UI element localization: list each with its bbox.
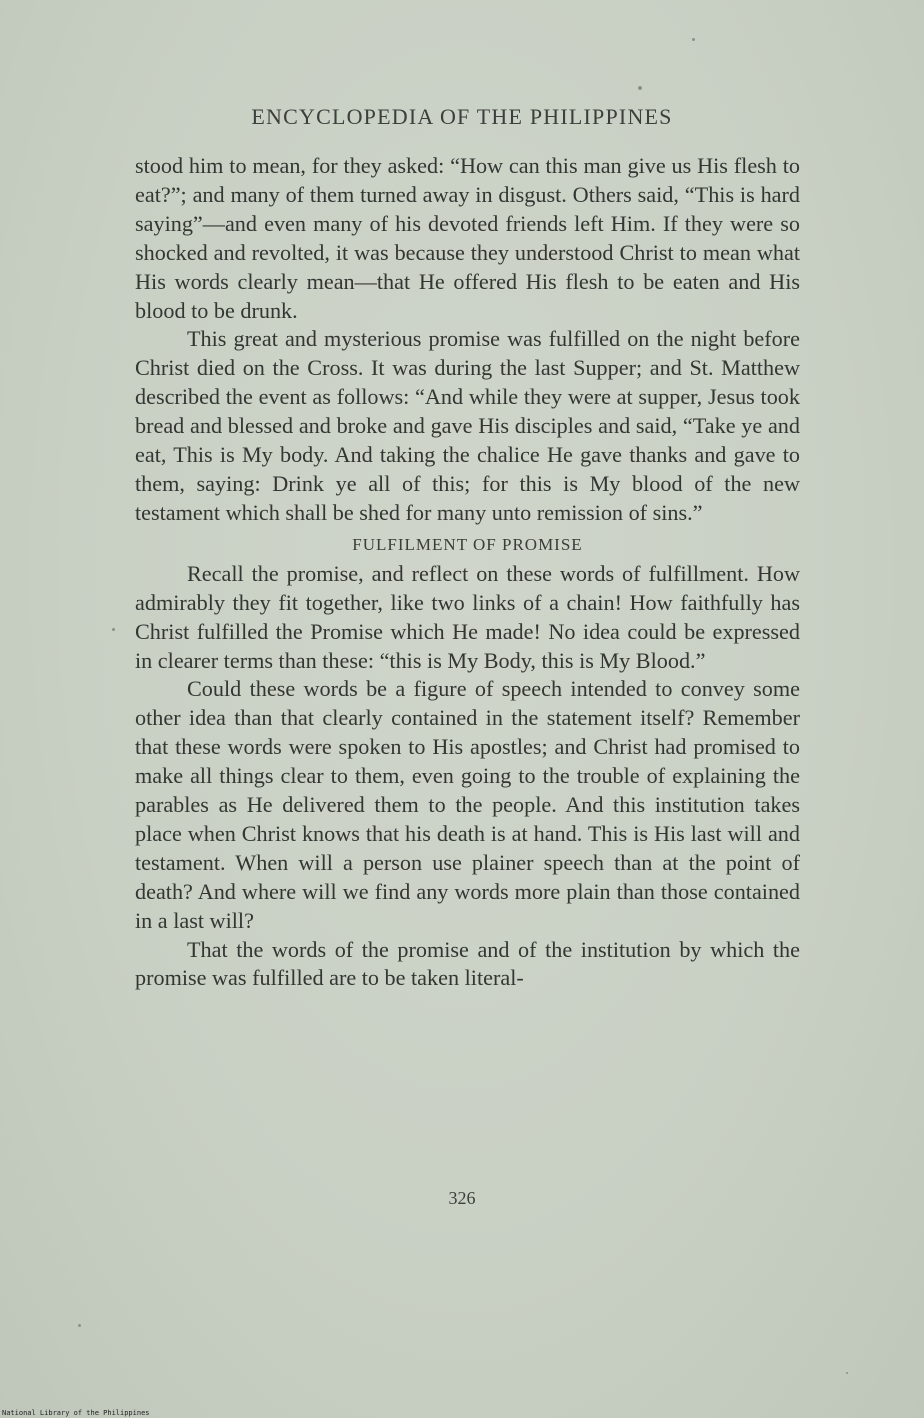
paper-speck (692, 38, 695, 41)
paragraph: Recall the promise, and reflect on these words of fulfillment. How admirably they fit together, like two links of a chain! How faithfully has Christ fulfilled the Promise which He made! No idea could be expressed in clearer terms than these: “this is My Body, this is My Blood.” (135, 560, 800, 673)
running-title: ENCYCLOPEDIA OF THE PHILIPPINES (251, 104, 673, 129)
body-text (135, 152, 800, 993)
paper-speck (638, 86, 642, 90)
paragraph: Could these words be a figure of speech intended to convey some other idea than that clearly contained in the statement itself? Remember that these words were spoken to His apostles; and Christ had promised to make all things clear to them, even going to the trouble of explaining the parables as He delivered them to the people. And this institution takes place when Christ knows that his death is at hand. This is His last will and testament. When will a person use plainer speech than at the point of death? And where will we find any words more plain than those contained in a last will? (135, 676, 800, 933)
paragraph: stood him to mean, for they asked: “How can this man give us His flesh to eat?”; and many of them turned away in disgust. Others said, “This is hard saying”—and even many of his devoted friends left Him. If they were so shocked and revolted, it was because they understood Christ to mean what His words clearly mean—that He offered His flesh to be eaten and His blood to be drunk. (135, 153, 800, 323)
library-credit: National Library of the Philippines (2, 1409, 150, 1417)
paper-speck (112, 628, 115, 631)
paper-speck (846, 1372, 848, 1374)
page-number: 326 (448, 1188, 476, 1208)
paragraph: That the words of the promise and of the institution by which the promise was fulfilled are to be taken literal- (135, 936, 800, 991)
paper-speck (78, 1324, 81, 1327)
paragraph: This great and mysterious promise was fulfilled on the night before Christ died on the Cross. It was during the last Supper; and St. Matthew described the event as follows: “And while they were at supper, Jesus took bread and blessed and broke and gave His disciples and said, “Take ye and eat, This is My body. And taking the chalice He gave thanks and gave to them, saying: Drink ye all of this; for this is My blood of the new testament which shall be shed for many unto remission of sins.” (135, 326, 800, 525)
section-heading: FULFILMENT OF PROMISE (352, 534, 583, 554)
